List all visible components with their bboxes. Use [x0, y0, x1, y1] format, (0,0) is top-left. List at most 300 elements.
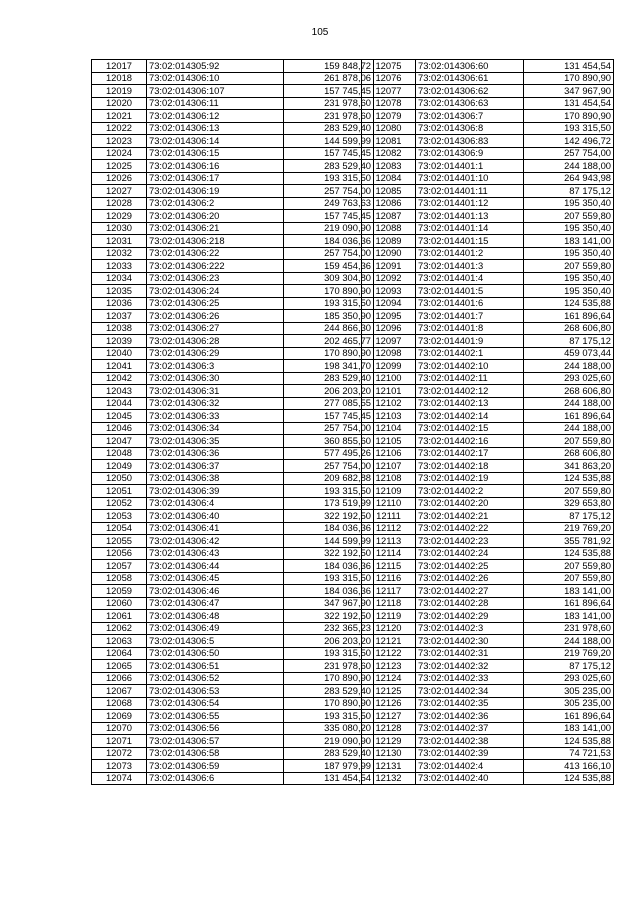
table-row — [92, 122, 374, 135]
row-number-cell: 12093 — [362, 285, 416, 298]
cadastral-number-cell: 73:02:014401:3 — [416, 260, 524, 273]
row-number-cell: 12117 — [362, 585, 416, 598]
value-cell: 219 090,90 — [284, 222, 374, 235]
value-cell: 124 535,88 — [524, 772, 614, 785]
row-number-cell: 12080 — [362, 122, 416, 135]
row-number-cell: 12050 — [92, 472, 147, 485]
value-cell: 184 036,36 — [284, 235, 374, 248]
row-number-cell: 12052 — [92, 497, 147, 510]
value-cell: 207 559,80 — [524, 210, 614, 223]
value-cell: 193 315,50 — [284, 647, 374, 660]
table-row — [362, 610, 614, 623]
value-cell: 305 235,00 — [524, 697, 614, 710]
table-row — [92, 422, 374, 435]
cadastral-number-cell: 73:02:014306:51 — [147, 660, 284, 673]
value-cell: 244 188,00 — [524, 397, 614, 410]
table-row — [362, 510, 614, 523]
row-number-cell: 12068 — [92, 697, 147, 710]
table-row — [92, 322, 374, 335]
cadastral-number-cell: 73:02:014402:21 — [416, 510, 524, 523]
table-row — [92, 172, 374, 185]
table-row — [362, 485, 614, 498]
row-number-cell: 12126 — [362, 697, 416, 710]
table-row — [362, 422, 614, 435]
left-table-body — [92, 60, 374, 785]
value-cell: 87 175,12 — [524, 660, 614, 673]
table-row — [92, 560, 374, 573]
value-cell: 257 754,00 — [284, 460, 374, 473]
row-number-cell: 12070 — [92, 722, 147, 735]
cadastral-number-cell: 73:02:014306:40 — [147, 510, 284, 523]
cadastral-number-cell: 73:02:014402:11 — [416, 372, 524, 385]
row-number-cell: 12091 — [362, 260, 416, 273]
cadastral-number-cell: 73:02:014402:36 — [416, 710, 524, 723]
table-row — [92, 222, 374, 235]
value-cell: 244 188,00 — [524, 635, 614, 648]
table-row — [92, 772, 374, 785]
value-cell: 161 896,64 — [524, 410, 614, 423]
cadastral-number-cell: 73:02:014306:55 — [147, 710, 284, 723]
row-number-cell: 12044 — [92, 397, 147, 410]
cadastral-number-cell: 73:02:014306:58 — [147, 747, 284, 760]
cadastral-number-cell: 73:02:014402:2 — [416, 485, 524, 498]
table-row — [362, 322, 614, 335]
value-cell: 142 496,72 — [524, 135, 614, 148]
value-cell: 335 080,20 — [284, 722, 374, 735]
cadastral-number-cell: 73:02:014402:39 — [416, 747, 524, 760]
table-row — [92, 160, 374, 173]
value-cell: 193 315,50 — [524, 122, 614, 135]
cadastral-number-cell: 73:02:014306:5 — [147, 635, 284, 648]
value-cell: 283 529,40 — [284, 685, 374, 698]
table-row — [92, 447, 374, 460]
row-number-cell: 12089 — [362, 235, 416, 248]
value-cell: 161 896,64 — [524, 597, 614, 610]
row-number-cell: 12129 — [362, 735, 416, 748]
cadastral-number-cell: 73:02:014306:222 — [147, 260, 284, 273]
row-number-cell: 12047 — [92, 435, 147, 448]
table-row — [362, 447, 614, 460]
value-cell: 157 745,45 — [284, 85, 374, 98]
row-number-cell: 12073 — [92, 760, 147, 773]
value-cell: 305 235,00 — [524, 685, 614, 698]
table-row — [362, 135, 614, 148]
table-row — [362, 60, 614, 73]
cadastral-number-cell: 73:02:014401:11 — [416, 185, 524, 198]
table-row — [362, 247, 614, 260]
value-cell: 124 535,88 — [524, 735, 614, 748]
value-cell: 207 559,80 — [524, 560, 614, 573]
row-number-cell: 12040 — [92, 347, 147, 360]
value-cell: 185 350,90 — [284, 310, 374, 323]
cadastral-number-cell: 73:02:014306:21 — [147, 222, 284, 235]
value-cell: 293 025,60 — [524, 372, 614, 385]
table-row — [92, 210, 374, 223]
row-number-cell: 12083 — [362, 160, 416, 173]
row-number-cell: 12119 — [362, 610, 416, 623]
table-row — [92, 85, 374, 98]
value-cell: 283 529,40 — [284, 160, 374, 173]
row-number-cell: 12046 — [92, 422, 147, 435]
table-row — [92, 572, 374, 585]
cadastral-number-cell: 73:02:014306:10 — [147, 72, 284, 85]
table-row — [362, 547, 614, 560]
row-number-cell: 12110 — [362, 497, 416, 510]
cadastral-number-cell: 73:02:014306:12 — [147, 110, 284, 123]
cadastral-number-cell: 73:02:014306:11 — [147, 97, 284, 110]
cadastral-number-cell: 73:02:014306:83 — [416, 135, 524, 148]
table-row — [362, 72, 614, 85]
row-number-cell: 12078 — [362, 97, 416, 110]
row-number-cell: 12092 — [362, 272, 416, 285]
table-row — [92, 72, 374, 85]
cadastral-number-cell: 73:02:014306:44 — [147, 560, 284, 573]
row-number-cell: 12069 — [92, 710, 147, 723]
table-row — [362, 110, 614, 123]
table-row — [92, 135, 374, 148]
table-row — [92, 722, 374, 735]
row-number-cell: 12038 — [92, 322, 147, 335]
row-number-cell: 12057 — [92, 560, 147, 573]
value-cell: 209 682,88 — [284, 472, 374, 485]
table-row — [92, 310, 374, 323]
table-row — [92, 360, 374, 373]
cadastral-number-cell: 73:02:014306:4 — [147, 497, 284, 510]
row-number-cell: 12115 — [362, 560, 416, 573]
table-row — [362, 272, 614, 285]
table-row — [92, 60, 374, 73]
row-number-cell: 12037 — [92, 310, 147, 323]
cadastral-number-cell: 73:02:014402:33 — [416, 672, 524, 685]
cadastral-number-cell: 73:02:014402:32 — [416, 660, 524, 673]
page-number: 105 — [311, 27, 329, 38]
table-row — [362, 435, 614, 448]
cadastral-number-cell: 73:02:014402:27 — [416, 585, 524, 598]
row-number-cell: 12108 — [362, 472, 416, 485]
row-number-cell: 12086 — [362, 197, 416, 210]
table-row — [362, 697, 614, 710]
table-row — [92, 110, 374, 123]
cadastral-number-cell: 73:02:014401:7 — [416, 310, 524, 323]
cadastral-number-cell: 73:02:014306:28 — [147, 335, 284, 348]
row-number-cell: 12121 — [362, 635, 416, 648]
value-cell: 219 769,20 — [524, 522, 614, 535]
table-row — [362, 622, 614, 635]
row-number-cell: 12099 — [362, 360, 416, 373]
cadastral-number-cell: 73:02:014306:25 — [147, 297, 284, 310]
table-row — [92, 410, 374, 423]
cadastral-number-cell: 73:02:014306:16 — [147, 160, 284, 173]
value-cell: 87 175,12 — [524, 335, 614, 348]
value-cell: 87 175,12 — [524, 510, 614, 523]
cadastral-number-cell: 73:02:014306:107 — [147, 85, 284, 98]
table-row — [362, 297, 614, 310]
row-number-cell: 12029 — [92, 210, 147, 223]
row-number-cell: 12118 — [362, 597, 416, 610]
row-number-cell: 12062 — [92, 622, 147, 635]
table-row — [362, 747, 614, 760]
value-cell: 329 653,80 — [524, 497, 614, 510]
row-number-cell: 12019 — [92, 85, 147, 98]
table-row — [362, 147, 614, 160]
row-number-cell: 12056 — [92, 547, 147, 560]
value-cell: 231 978,60 — [284, 110, 374, 123]
table-row — [362, 597, 614, 610]
table-row — [92, 372, 374, 385]
table-row — [362, 735, 614, 748]
value-cell: 198 341,70 — [284, 360, 374, 373]
table-row — [362, 85, 614, 98]
cadastral-number-cell: 73:02:014402:24 — [416, 547, 524, 560]
table-row — [362, 372, 614, 385]
row-number-cell: 12112 — [362, 522, 416, 535]
cadastral-number-cell: 73:02:014306:33 — [147, 410, 284, 423]
table-row — [362, 522, 614, 535]
cadastral-number-cell: 73:02:014306:43 — [147, 547, 284, 560]
value-cell: 244 188,00 — [524, 422, 614, 435]
table-row — [92, 735, 374, 748]
table-row — [92, 197, 374, 210]
value-cell: 170 890,90 — [524, 72, 614, 85]
cadastral-number-cell: 73:02:014402:34 — [416, 685, 524, 698]
value-cell: 195 350,40 — [524, 197, 614, 210]
table-row — [362, 285, 614, 298]
row-number-cell: 12031 — [92, 235, 147, 248]
value-cell: 322 192,50 — [284, 510, 374, 523]
row-number-cell: 12127 — [362, 710, 416, 723]
table-row — [92, 747, 374, 760]
value-cell: 161 896,64 — [524, 310, 614, 323]
row-number-cell: 12105 — [362, 435, 416, 448]
table-row — [362, 347, 614, 360]
table-row — [362, 185, 614, 198]
value-cell: 309 304,80 — [284, 272, 374, 285]
table-row — [362, 460, 614, 473]
value-cell: 170 890,90 — [284, 347, 374, 360]
value-cell: 159 454,36 — [284, 260, 374, 273]
cadastral-number-cell: 73:02:014402:4 — [416, 760, 524, 773]
row-number-cell: 12071 — [92, 735, 147, 748]
table-row — [362, 410, 614, 423]
row-number-cell: 12097 — [362, 335, 416, 348]
cadastral-number-cell: 73:02:014401:1 — [416, 160, 524, 173]
table-row — [92, 247, 374, 260]
table-row — [92, 335, 374, 348]
table-row — [362, 760, 614, 773]
cadastral-number-cell: 73:02:014402:17 — [416, 447, 524, 460]
value-cell: 283 529,40 — [284, 372, 374, 385]
row-number-cell: 12053 — [92, 510, 147, 523]
row-number-cell: 12075 — [362, 60, 416, 73]
table-row — [92, 260, 374, 273]
row-number-cell: 12020 — [92, 97, 147, 110]
cadastral-number-cell: 73:02:014306:29 — [147, 347, 284, 360]
cadastral-number-cell: 73:02:014306:24 — [147, 285, 284, 298]
cadastral-number-cell: 73:02:014402:25 — [416, 560, 524, 573]
row-number-cell: 12084 — [362, 172, 416, 185]
row-number-cell: 12061 — [92, 610, 147, 623]
table-row — [362, 647, 614, 660]
cadastral-number-cell: 73:02:014306:63 — [416, 97, 524, 110]
value-cell: 131 454,54 — [284, 772, 374, 785]
cadastral-number-cell: 73:02:014402:20 — [416, 497, 524, 510]
value-cell: 264 943,98 — [524, 172, 614, 185]
value-cell: 195 350,40 — [524, 247, 614, 260]
table-row — [92, 397, 374, 410]
table-row — [362, 685, 614, 698]
value-cell: 193 315,50 — [284, 172, 374, 185]
row-number-cell: 12104 — [362, 422, 416, 435]
row-number-cell: 12048 — [92, 447, 147, 460]
cadastral-number-cell: 73:02:014306:20 — [147, 210, 284, 223]
row-number-cell: 12067 — [92, 685, 147, 698]
table-row — [362, 772, 614, 785]
cadastral-number-cell: 73:02:014306:8 — [416, 122, 524, 135]
value-cell: 195 350,40 — [524, 285, 614, 298]
table-row — [92, 547, 374, 560]
cadastral-number-cell: 73:02:014306:32 — [147, 397, 284, 410]
value-cell: 124 535,88 — [524, 297, 614, 310]
row-number-cell: 12036 — [92, 297, 147, 310]
value-cell: 249 763,63 — [284, 197, 374, 210]
cadastral-number-cell: 73:02:014306:47 — [147, 597, 284, 610]
row-number-cell: 12026 — [92, 172, 147, 185]
cadastral-number-cell: 73:02:014306:23 — [147, 272, 284, 285]
row-number-cell: 12124 — [362, 672, 416, 685]
value-cell: 131 454,54 — [524, 97, 614, 110]
value-cell: 187 979,99 — [284, 760, 374, 773]
value-cell: 159 848,72 — [284, 60, 374, 73]
row-number-cell: 12054 — [92, 522, 147, 535]
row-number-cell: 12082 — [362, 147, 416, 160]
cadastral-number-cell: 73:02:014402:14 — [416, 410, 524, 423]
cadastral-number-cell: 73:02:014401:5 — [416, 285, 524, 298]
row-number-cell: 12042 — [92, 372, 147, 385]
row-number-cell: 12024 — [92, 147, 147, 160]
row-number-cell: 12045 — [92, 410, 147, 423]
cadastral-number-cell: 73:02:014401:2 — [416, 247, 524, 260]
value-cell: 257 754,00 — [284, 247, 374, 260]
row-number-cell: 12074 — [92, 772, 147, 785]
table-row — [92, 610, 374, 623]
value-cell: 347 967,90 — [284, 597, 374, 610]
row-number-cell: 12051 — [92, 485, 147, 498]
row-number-cell: 12131 — [362, 760, 416, 773]
row-number-cell: 12114 — [362, 547, 416, 560]
value-cell: 341 863,20 — [524, 460, 614, 473]
table-row — [92, 497, 374, 510]
cadastral-number-cell: 73:02:014306:17 — [147, 172, 284, 185]
row-number-cell: 12018 — [92, 72, 147, 85]
value-cell: 170 890,90 — [284, 285, 374, 298]
value-cell: 170 890,90 — [524, 110, 614, 123]
cadastral-number-cell: 73:02:014306:61 — [416, 72, 524, 85]
value-cell: 577 495,26 — [284, 447, 374, 460]
row-number-cell: 12025 — [92, 160, 147, 173]
table-row — [362, 160, 614, 173]
cadastral-number-cell: 73:02:014306:218 — [147, 235, 284, 248]
cadastral-number-cell: 73:02:014401:13 — [416, 210, 524, 223]
row-number-cell: 12090 — [362, 247, 416, 260]
table-row — [92, 697, 374, 710]
table-row — [362, 722, 614, 735]
row-number-cell: 12077 — [362, 85, 416, 98]
value-cell: 183 141,00 — [524, 610, 614, 623]
cadastral-number-cell: 73:02:014306:45 — [147, 572, 284, 585]
row-number-cell: 12033 — [92, 260, 147, 273]
value-cell: 193 315,50 — [284, 710, 374, 723]
value-cell: 283 529,40 — [284, 122, 374, 135]
cadastral-number-cell: 73:02:014402:40 — [416, 772, 524, 785]
row-number-cell: 12107 — [362, 460, 416, 473]
cadastral-number-cell: 73:02:014401:9 — [416, 335, 524, 348]
table-row — [362, 210, 614, 223]
cadastral-number-cell: 73:02:014306:59 — [147, 760, 284, 773]
table-row — [92, 185, 374, 198]
row-number-cell: 12095 — [362, 310, 416, 323]
table-row — [362, 560, 614, 573]
table-row — [92, 235, 374, 248]
table-row — [362, 235, 614, 248]
row-number-cell: 12103 — [362, 410, 416, 423]
cadastral-number-cell: 73:02:014402:1 — [416, 347, 524, 360]
value-cell: 157 745,45 — [284, 210, 374, 223]
row-number-cell: 12098 — [362, 347, 416, 360]
row-number-cell: 12066 — [92, 672, 147, 685]
cadastral-number-cell: 73:02:014402:29 — [416, 610, 524, 623]
row-number-cell: 12064 — [92, 647, 147, 660]
value-cell: 207 559,80 — [524, 485, 614, 498]
value-cell: 183 141,00 — [524, 235, 614, 248]
value-cell: 173 519,99 — [284, 497, 374, 510]
value-cell: 413 166,10 — [524, 760, 614, 773]
cadastral-number-cell: 73:02:014306:62 — [416, 85, 524, 98]
row-number-cell: 12116 — [362, 572, 416, 585]
row-number-cell: 12100 — [362, 372, 416, 385]
row-number-cell: 12059 — [92, 585, 147, 598]
table-row — [92, 147, 374, 160]
value-cell: 293 025,60 — [524, 672, 614, 685]
row-number-cell: 12023 — [92, 135, 147, 148]
value-cell: 131 454,54 — [524, 60, 614, 73]
value-cell: 170 890,90 — [284, 672, 374, 685]
row-number-cell: 12088 — [362, 222, 416, 235]
value-cell: 161 896,64 — [524, 710, 614, 723]
table-row — [362, 360, 614, 373]
cadastral-number-cell: 73:02:014401:6 — [416, 297, 524, 310]
row-number-cell: 12027 — [92, 185, 147, 198]
value-cell: 184 036,36 — [284, 560, 374, 573]
value-cell: 277 085,55 — [284, 397, 374, 410]
right-table — [361, 59, 614, 785]
row-number-cell: 12032 — [92, 247, 147, 260]
table-row — [92, 635, 374, 648]
row-number-cell: 12065 — [92, 660, 147, 673]
cadastral-number-cell: 73:02:014306:38 — [147, 472, 284, 485]
cadastral-number-cell: 73:02:014306:39 — [147, 485, 284, 498]
row-number-cell: 12130 — [362, 747, 416, 760]
value-cell: 268 606,80 — [524, 447, 614, 460]
value-cell: 87 175,12 — [524, 185, 614, 198]
row-number-cell: 12055 — [92, 535, 147, 548]
row-number-cell: 12101 — [362, 385, 416, 398]
row-number-cell: 12125 — [362, 685, 416, 698]
value-cell: 202 465,77 — [284, 335, 374, 348]
value-cell: 232 365,23 — [284, 622, 374, 635]
value-cell: 244 188,00 — [524, 160, 614, 173]
row-number-cell: 12120 — [362, 622, 416, 635]
value-cell: 257 754,00 — [524, 147, 614, 160]
